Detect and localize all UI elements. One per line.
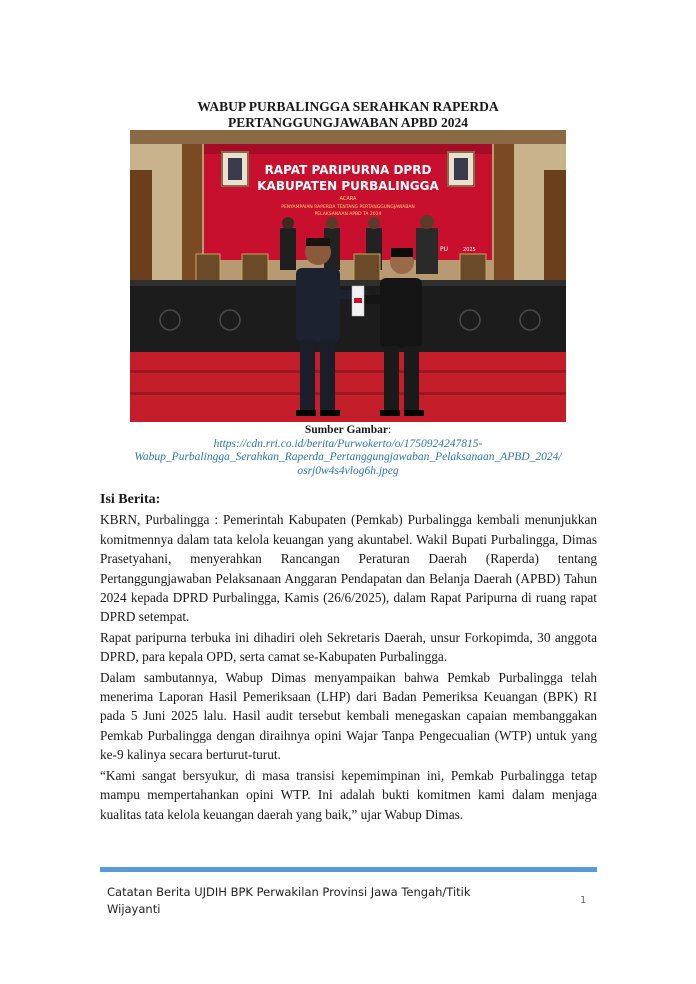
section-heading: Isi Berita: (100, 492, 161, 507)
banner-line-3: ACARA (339, 196, 357, 202)
footer-line-1: Catatan Berita UJDIH BPK Perwakilan Provinsi Jawa Tengah/Titik (107, 885, 471, 899)
page-number: 1 (580, 895, 587, 906)
banner-line-5: PELAKSANAAN APBD TA 2024 (314, 212, 382, 217)
photo-illustration (130, 130, 566, 422)
banner-line-2: KABUPATEN PURBALINGGA (257, 179, 439, 193)
paragraph-1: KBRN, Purbalingga : Pemerintah Kabupaten (Pemkab) Purbalingga kembali menunjukkan komitmennya dalam tata kelola keuangan yang akuntabel. Wakil Bupati Purbalingga, Dimas Prasetyahani, menyerahkan Rancangan Peraturan Daerah (Raperda) tentang Pertanggungjawaban Pelaksanaan Anggaran Pendapatan dan Belanja Daerah (APBD) Tahun 2024 kepada DPRD Purbalingga, Kamis (26/6/2025), dalam Rapat Paripurna di ruang rapat DPRD setempat. (100, 512, 597, 625)
title-line-2: PERTANGGUNGJAWABAN APBD 2024 (227, 115, 469, 130)
title-line-1: WABUP PURBALINGGA SERAHKAN RAPERDA (197, 99, 499, 114)
banner-line-4: PENYAMPAIAN RAPERDA TENTANG PERTANGGUNGJAWABAN (281, 205, 415, 210)
footer-divider (100, 867, 597, 872)
document-title (100, 99, 596, 131)
caption-url-line-2[interactable]: Wabup_Purbalingga_Serahkan_Raperda_Pertanggungjawaban_Pelaksanaan_APBD_2024/ (134, 451, 562, 463)
caption-url-line-3[interactable]: osrj0w4s4vlog6h.jpeg (297, 464, 399, 477)
caption-url-line-1[interactable]: https://cdn.rri.co.id/berita/Purwokerto/o/1750924247815- (213, 437, 483, 450)
article-body (100, 490, 597, 825)
banner-line-1: RAPAT PARIPURNA DPRD (264, 163, 432, 177)
caption-colon: : (387, 424, 392, 436)
footer-note (107, 884, 537, 918)
banner-right-text: PU (440, 246, 449, 253)
paragraph-4: “Kami sangat bersyukur, di masa transisi kepemimpinan ini, Pemkab Purbalingga tetap mampu mempertahankan opini WTP. Ini adalah bukti komitmen kami dalam menjaga kualitas tata kelola keuangan daerah yang baik,” ujar Wabup Dimas. (100, 767, 597, 822)
caption-label: Sumber Gambar (304, 424, 388, 436)
paragraph-2: Rapat paripurna terbuka ini dihadiri oleh Sekretaris Daerah, unsur Forkopimda, 30 anggota DPRD, para kepala OPD, serta camat se-Kabupaten Purbalingga. (100, 629, 597, 665)
footer-line-2: Wijayanti (107, 902, 161, 916)
banner-date-text: 2025 (463, 247, 476, 253)
photo-caption (100, 424, 596, 478)
paragraph-3: Dalam sambutannya, Wabup Dimas menyampaikan bahwa Pemkab Purbalingga telah menerima Laporan Hasil Pemeriksaan (LHP) dari Badan Pemeriksa Keuangan (BPK) RI pada 5 Juni 2025 lalu. Hasil audit tersebut kembali menegaskan capaian membanggakan Pemkab Purbalingga dengan diraihnya opini Wajar Tanpa Pengecualian (WTP) untuk yang ke-9 kalinya secara berturut-turut. (100, 669, 597, 763)
news-photo (130, 130, 566, 422)
